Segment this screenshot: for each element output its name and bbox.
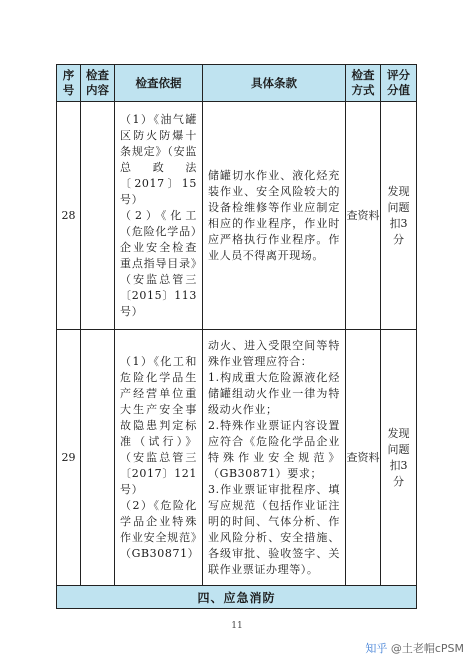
basis-item: （2）《化工（危险化学品）企业安全检查重点指导目录》（安监总管三〔2015〕113号） [120, 208, 197, 318]
row-clause: 储罐切水作业、液化烃充装作业、安全风险较大的设备检维修等作业应制定相应的作业程序，作业时应严格执行作业程序。作业人员不得离开现场。 [203, 102, 346, 330]
basis-item: （1）《化工和危险化学品生产经营单位重大生产安全事故隐患判定标准（试行）》（安监总管三〔2017〕121号） [120, 354, 197, 496]
row-content [81, 102, 115, 330]
header-method-line: 检查 [351, 68, 375, 82]
row-basis [115, 102, 203, 330]
header-seq [57, 65, 81, 102]
header-clause: 具体条款 [203, 65, 346, 102]
section-title: 四、应急消防 [57, 586, 417, 609]
row-score: 发现问题扣3分 [381, 102, 417, 330]
watermark-author: @土老帽cPSM [390, 642, 464, 655]
clause-item: 3.作业票证审批程序、填写应规范（包括作业证注明的时间、气体分析、作业风险分析、安全措施、各级审批、验收签字、关联作业票证办理等）。 [208, 482, 340, 576]
basis-item: （2）《危险化学品企业特殊作业安全规范》（GB30871） [120, 498, 200, 560]
header-score [381, 65, 417, 102]
header-basis: 检查依据 [115, 65, 203, 102]
page-number: 11 [231, 621, 243, 631]
clause-item: 2.特殊作业票证内容设置应符合《危险化学品企业特殊作业安全规范》（GB30871）要求； [208, 418, 340, 480]
table-row [57, 330, 417, 586]
row-content [81, 330, 115, 586]
header-method [346, 65, 381, 102]
clause-item: 1.构成重大危险源液化烃储罐组动火作业一律为特级动火作业； [208, 370, 340, 416]
row-seq: 28 [57, 102, 81, 330]
header-score-line: 分值 [387, 83, 410, 97]
section-row [57, 586, 417, 609]
header-method-line: 方式 [351, 83, 375, 97]
inspection-table [56, 64, 417, 609]
header-content [81, 65, 115, 102]
header-content-line: 检查 [86, 68, 109, 82]
table-header-row [57, 65, 417, 102]
row-clause [203, 330, 346, 586]
basis-item: （1）《油气罐区防火防爆十条规定》（安监总政法〔2017〕15号） [120, 112, 197, 206]
row-basis [115, 330, 203, 586]
header-score-line: 评分 [387, 68, 410, 82]
header-seq-line: 号 [62, 83, 75, 97]
header-content-line: 内容 [86, 83, 109, 97]
row-seq: 29 [57, 330, 81, 586]
row-method: 查资料 [346, 330, 381, 586]
row-method: 查资料 [346, 102, 381, 330]
watermark [365, 640, 464, 656]
row-score: 发现问题扣3分 [381, 330, 417, 586]
clause-item: 动火、进入受限空间等特殊作业管理应符合： [208, 338, 340, 368]
table-row [57, 102, 417, 330]
header-seq-line: 序 [62, 68, 75, 82]
watermark-platform: 知乎 [365, 642, 388, 655]
